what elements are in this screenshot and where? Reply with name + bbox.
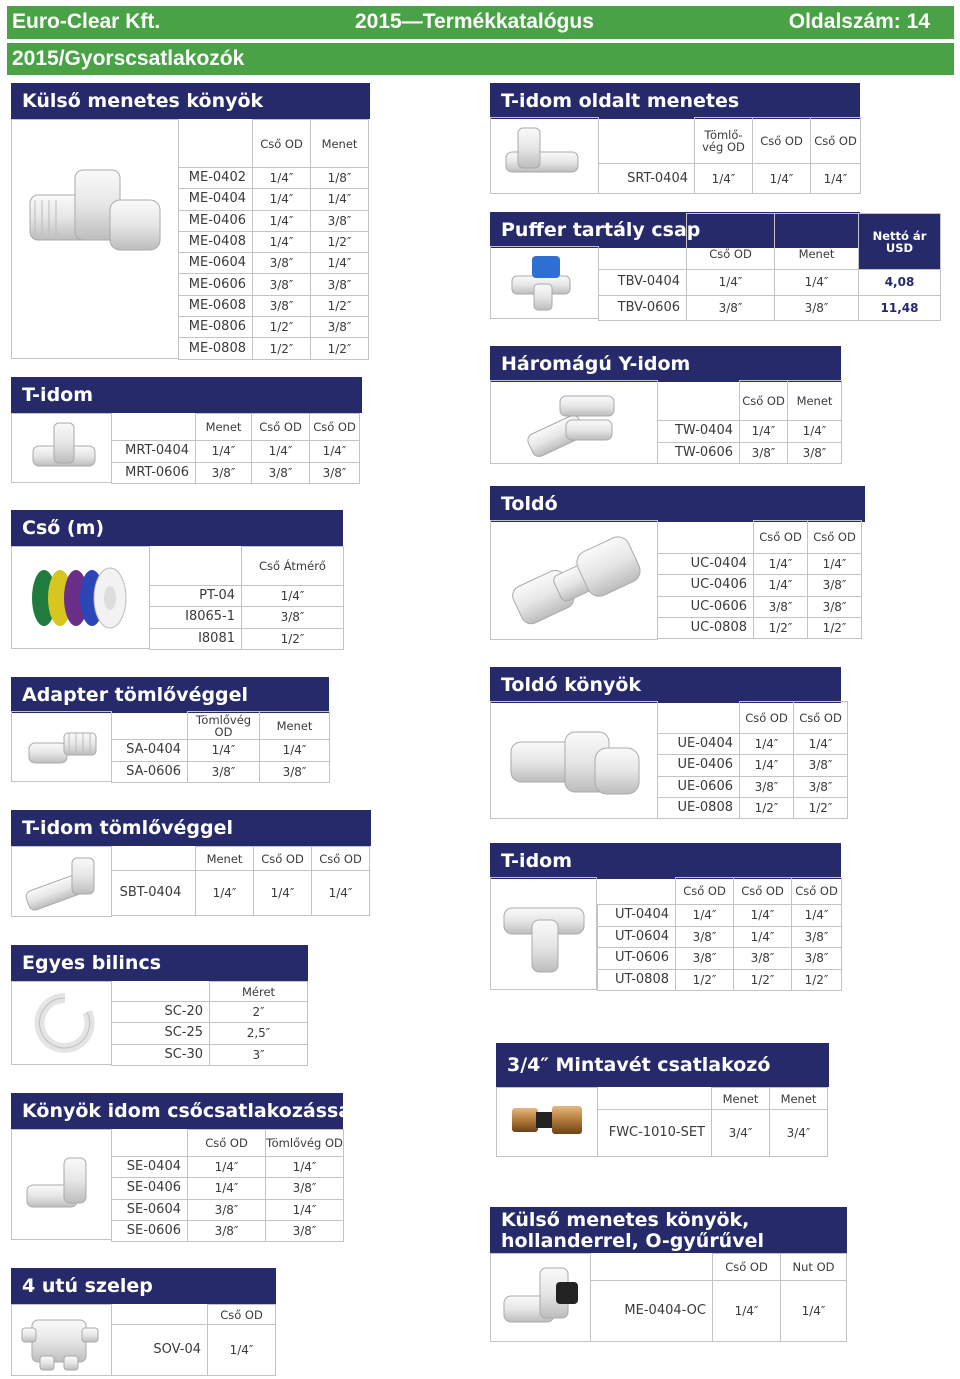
section-title: T-idom (11, 377, 362, 413)
table-row (179, 253, 369, 274)
cell-value: 3/8″ (808, 575, 862, 596)
section-title: Adapter tömlővéggel (11, 677, 329, 713)
cell-value: 3/8″ (311, 274, 369, 295)
product-code: UE-0404 (658, 734, 740, 755)
cell-value: 1/4″ (196, 871, 254, 916)
uc-table: Cső OD Cső OD UC-0404 1/4″ 1/4″ UC-0406 1/4″ 3/8″ UC-0606 3/8″ 3/8″ UC-0808 1/2″ 1/2″ (657, 520, 862, 639)
cell-value: 1/4″ (754, 575, 808, 596)
section-valve (11, 1268, 276, 1304)
product-code: SE-0406 (112, 1178, 188, 1199)
cell-value: 1/4″ (740, 734, 794, 755)
table-row (112, 1178, 344, 1199)
product-code: TBV-0606 (599, 295, 687, 321)
table-row (150, 628, 344, 649)
valve-icon (508, 250, 583, 314)
product-code: SE-0404 (112, 1157, 188, 1178)
cell-value: 1/8″ (311, 168, 369, 189)
product-code: TW-0606 (658, 442, 740, 464)
section-title: T-idom tömlővéggel (11, 810, 371, 846)
cell-value: 1/4″ (311, 189, 369, 210)
product-code: MRT-0404 (112, 441, 196, 463)
header-bar (7, 6, 954, 39)
cell-value: 1/4″ (312, 871, 370, 916)
product-code: FWC-1010-SET (598, 1110, 712, 1157)
cell-value: 2,5″ (210, 1023, 308, 1044)
section-title: 3/4″ Mintavét csatlakozó (496, 1043, 829, 1087)
section-title: Külső menetes könyök (11, 83, 370, 119)
product-code: I8081 (150, 628, 242, 649)
section-title: Cső (m) (11, 510, 343, 546)
valve-icon (20, 1308, 104, 1372)
product-code: UT-0606 (598, 948, 676, 970)
product-code: ME-0404 (179, 189, 253, 210)
table-row (112, 1023, 308, 1044)
ut-table: Cső OD Cső OD Cső OD UT-0404 1/4″ 1/4″ 1/4″ UT-0604 3/8″ 1/4″ 3/8″ UT-0606 3/8″ 3/8″ 3/8″ UT-0808 1/2″ 1/2″ 1/2″ (597, 877, 842, 991)
mrt-table: Menet Cső OD Cső OD MRT-0404 1/4″ 1/4″ 1/4″ MRT-0606 3/8″ 3/8″ 3/8″ (111, 413, 360, 484)
cell-value: 3/8″ (676, 926, 734, 948)
sc-table: Méret SC-20 2″ SC-25 2,5″ SC-30 3″ (111, 981, 308, 1066)
product-code: TW-0404 (658, 421, 740, 443)
table-row (658, 596, 862, 617)
cell-value: 3/8″ (775, 295, 859, 321)
cell-value: 1/4″ (740, 421, 788, 443)
cell-value: 1/4″ (252, 441, 310, 463)
section-title: Egyes bilincs (11, 945, 308, 981)
cell-value: 1/4″ (734, 905, 792, 927)
table-row (179, 210, 369, 231)
srt-table: Tömlő-vég OD Cső OD Cső OD SRT-0404 1/4″ 1/4″ 1/4″ (598, 117, 861, 194)
cell-value: 3/4″ (770, 1110, 828, 1157)
table-row (658, 442, 842, 464)
cell-value: 3/8″ (808, 596, 862, 617)
table-row (179, 189, 369, 210)
table-row (658, 554, 862, 575)
section-side-thread-tee (490, 83, 860, 119)
elbow-fitting-icon (22, 1150, 102, 1220)
cell-value: 1/4″ (196, 441, 252, 463)
tee-fitting-icon (500, 122, 590, 188)
cell-value: 1/2″ (311, 231, 369, 252)
table-row (658, 776, 848, 797)
table-row (599, 164, 861, 194)
cell-value: 3/8″ (740, 776, 794, 797)
table-row (179, 338, 369, 359)
catalog-title: 2015—Termékkatalógus (355, 10, 594, 33)
section-union (490, 486, 865, 522)
table-row (112, 761, 330, 783)
cell-value: 1/4″ (811, 164, 861, 194)
product-code: UE-0606 (658, 776, 740, 797)
table-row (658, 421, 842, 443)
table-row (179, 231, 369, 252)
table-row (179, 295, 369, 316)
tubing-rolls-icon (24, 556, 136, 640)
section-tee-hose (11, 810, 371, 846)
table-row (599, 295, 941, 321)
table-row (598, 948, 842, 970)
cell-value: 1/4″ (775, 270, 859, 296)
cell-value: 1/4″ (188, 740, 260, 762)
product-code: UC-0404 (658, 554, 754, 575)
cell-value: 1/4″ (788, 421, 842, 443)
cell-value: 1/4″ (208, 1325, 276, 1376)
section-title: T-idom oldalt menetes (490, 83, 860, 119)
table-row (658, 734, 848, 755)
cell-value: 2″ (210, 1002, 308, 1023)
table-row (658, 755, 848, 776)
table-row (150, 586, 344, 607)
cell-value: 3/8″ (260, 761, 330, 783)
product-code: ME-0608 (179, 295, 253, 316)
product-code: UT-0404 (598, 905, 676, 927)
cell-value: 3/8″ (734, 948, 792, 970)
section-title: Külső menetes könyök, hollanderrel, O-gyűrűvel (490, 1207, 847, 1253)
cell-value: 1/4″ (734, 926, 792, 948)
product-code: SA-0606 (112, 761, 188, 783)
cell-value: 1/4″ (311, 253, 369, 274)
cell-value: 3/8″ (792, 926, 842, 948)
cell-value: 3/8″ (311, 317, 369, 338)
tee-fitting-icon (500, 890, 590, 978)
cell-value: 1/2″ (740, 797, 794, 818)
cell-value: 1/4″ (188, 1157, 266, 1178)
product-code: SC-20 (112, 1002, 210, 1023)
cell-value: 3/8″ (266, 1220, 344, 1241)
table-row (598, 969, 842, 991)
table-row (179, 274, 369, 295)
cell-value: 3/8″ (788, 442, 842, 464)
cell-value: 1/4″ (242, 586, 344, 607)
meoc-table: Cső OD Nut OD ME-0404-OC 1/4″ 1/4″ (590, 1253, 847, 1342)
product-code: TBV-0404 (599, 270, 687, 296)
table-row (179, 317, 369, 338)
cell-value: 3/8″ (188, 1199, 266, 1220)
cell-value: 1/4″ (808, 554, 862, 575)
table-row (598, 926, 842, 948)
product-code: MRT-0606 (112, 462, 196, 484)
cell-value: 3/8″ (792, 948, 842, 970)
product-code: PT-04 (150, 586, 242, 607)
elbow-fitting-icon (500, 1262, 584, 1334)
section-union-elbow (490, 667, 841, 703)
table-row (658, 575, 862, 596)
cell-value: 3/8″ (252, 462, 310, 484)
product-code: ME-0406 (179, 210, 253, 231)
me-table: Cső OD Menet ME-0402 1/4″ 1/8″ ME-0404 1/4″ 1/4″ ME-0406 1/4″ 3/8″ ME-0408 1/4″ 1/2″ ME-0604 3/8″ 1/4″ ME-0606 3/8″ 3/8″ ME-0608 3/8″ 1/2″ ME-0806 1/2″ 3/8″ ME-0808 1/2″ 1/2″ (178, 119, 369, 360)
sa-table: Tömlővég OD Menet SA-0404 1/4″ 1/4″ SA-0606 3/8″ 3/8″ (111, 711, 330, 783)
cell-value: 3/8″ (676, 948, 734, 970)
section-title: Toldó könyök (490, 667, 841, 703)
cell-value: 1/4″ (188, 1178, 266, 1199)
section-clip (11, 945, 308, 981)
product-code: SA-0404 (112, 740, 188, 762)
cell-value: 1/2″ (253, 317, 311, 338)
sov-table: Cső OD SOV-04 1/4″ (111, 1304, 276, 1376)
cell-value: 1/2″ (242, 628, 344, 649)
table-row (112, 740, 330, 762)
cell-value: 1/2″ (311, 295, 369, 316)
product-code: UE-0808 (658, 797, 740, 818)
product-code: ME-0808 (179, 338, 253, 359)
product-code: I8065-1 (150, 607, 242, 628)
cell-value: 1/2″ (253, 338, 311, 359)
cso-table: Cső Átmérő PT-04 1/4″ I8065-1 3/8″ I8081 1/2″ (149, 546, 344, 650)
tee-fitting-icon (520, 384, 620, 460)
table-row (658, 617, 862, 638)
cell-value: 1/2″ (808, 617, 862, 638)
section-sampling-connector (496, 1043, 829, 1087)
cell-value: 1/4″ (695, 164, 753, 194)
clip-icon (30, 990, 100, 1056)
product-code: UC-0406 (658, 575, 754, 596)
product-code: SE-0606 (112, 1220, 188, 1241)
product-code: ME-0806 (179, 317, 253, 338)
table-row (112, 1325, 276, 1376)
cell-value: 3/8″ (740, 442, 788, 464)
cell-value: 3/8″ (253, 253, 311, 274)
product-code: UT-0604 (598, 926, 676, 948)
cell-value: 1/4″ (713, 1281, 781, 1342)
section-tee-ut (490, 843, 841, 879)
cell-value: 3/8″ (266, 1178, 344, 1199)
table-row (658, 797, 848, 818)
cell-value: 3″ (210, 1044, 308, 1065)
category-title: 2015/Gyorscsatlakozók (12, 47, 245, 70)
product-code: ME-0408 (179, 231, 253, 252)
sbt-table: Menet Cső OD Cső OD SBT-0404 1/4″ 1/4″ 1/4″ (111, 846, 370, 916)
product-code: UC-0606 (658, 596, 754, 617)
cell-value: 11,48 (859, 295, 941, 321)
table-row (112, 871, 370, 916)
company-name: Euro-Clear Kft. (12, 10, 161, 33)
cell-value: 1/2″ (792, 969, 842, 991)
category-bar (7, 43, 954, 75)
table-row (599, 270, 941, 296)
cell-value: 3/8″ (794, 776, 848, 797)
product-code: SBT-0404 (112, 871, 196, 916)
section-y-fitting (490, 346, 841, 382)
table-row (112, 462, 360, 484)
table-row (598, 1110, 828, 1157)
product-code: SOV-04 (112, 1325, 208, 1376)
cell-value: 1/4″ (266, 1199, 344, 1220)
table-row (591, 1281, 847, 1342)
section-title: 4 utú szelep (11, 1268, 276, 1304)
product-code: UT-0808 (598, 969, 676, 991)
cell-value: 1/4″ (676, 905, 734, 927)
cell-value: 3/8″ (687, 295, 775, 321)
table-row (112, 1002, 308, 1023)
adapter-icon (24, 718, 104, 776)
section-title: T-idom (490, 843, 841, 879)
product-code: ME-0604 (179, 253, 253, 274)
table-row (179, 168, 369, 189)
se-table: Cső OD Tömlővég OD SE-0404 1/4″ 1/4″ SE-0406 1/4″ 3/8″ SE-0604 3/8″ 1/4″ SE-0606 3/8″ 3/8″ (111, 1129, 344, 1242)
product-code: SE-0604 (112, 1199, 188, 1220)
cell-value: 1/4″ (253, 210, 311, 231)
cell-value: 4,08 (859, 270, 941, 296)
cell-value: 3/8″ (794, 755, 848, 776)
section-title: Puffer tartály csap (490, 212, 860, 248)
product-code: SC-30 (112, 1044, 210, 1065)
cell-value: 1/4″ (753, 164, 811, 194)
cell-value: 1/2″ (734, 969, 792, 991)
cell-value: 1/4″ (260, 740, 330, 762)
cell-value: 3/8″ (311, 210, 369, 231)
table-row (112, 1220, 344, 1241)
cell-value: 3/4″ (712, 1110, 770, 1157)
table-row (112, 1199, 344, 1220)
cell-value: 3/8″ (242, 607, 344, 628)
cell-value: 1/2″ (754, 617, 808, 638)
cell-value: 1/4″ (687, 270, 775, 296)
section-external-thread-elbow (11, 83, 370, 119)
cell-value: 3/8″ (310, 462, 360, 484)
cell-value: 1/4″ (754, 554, 808, 575)
tbv-table: Cső OD Menet Nettó ár USD TBV-0404 1/4″ 1/4″ 4,08 TBV-0606 3/8″ 3/8″ 11,48 (598, 213, 941, 321)
cell-value: 1/4″ (254, 871, 312, 916)
union-icon (505, 528, 645, 632)
cell-value: 1/4″ (253, 168, 311, 189)
cell-value: 1/4″ (253, 189, 311, 210)
price-header: Nettó ár USD (859, 214, 941, 270)
section-title: Könyök idom csőcsatlakozással (11, 1093, 343, 1129)
section-tubing (11, 510, 343, 546)
cell-value: 1/4″ (310, 441, 360, 463)
cell-value: 3/8″ (196, 462, 252, 484)
product-code: UE-0406 (658, 755, 740, 776)
cell-value: 3/8″ (754, 596, 808, 617)
tee-fitting-icon (28, 418, 103, 480)
table-row (112, 1157, 344, 1178)
section-tee-mrt (11, 377, 362, 413)
ue-table: Cső OD Cső OD UE-0404 1/4″ 1/4″ UE-0406 1/4″ 3/8″ UE-0606 3/8″ 3/8″ UE-0808 1/2″ 1/2″ (657, 701, 848, 819)
elbow-fitting-icon (20, 160, 170, 270)
cell-value: 3/8″ (188, 1220, 266, 1241)
table-row (598, 905, 842, 927)
product-code: ME-0606 (179, 274, 253, 295)
cell-value: 1/2″ (676, 969, 734, 991)
table-row (150, 607, 344, 628)
product-code: SRT-0404 (599, 164, 695, 194)
product-code: ME-0404-OC (591, 1281, 713, 1342)
cell-value: 1/2″ (311, 338, 369, 359)
cell-value: 3/8″ (253, 295, 311, 316)
product-code: SC-25 (112, 1023, 210, 1044)
section-title: Háromágú Y-idom (490, 346, 841, 382)
cell-value: 3/8″ (253, 274, 311, 295)
cell-value: 3/8″ (188, 761, 260, 783)
cell-value: 1/4″ (740, 755, 794, 776)
page-number: Oldalszám: 14 (788, 10, 930, 33)
cell-value: 1/4″ (253, 231, 311, 252)
fwc-table: Menet Menet FWC-1010-SET 3/4″ 3/4″ (597, 1087, 828, 1157)
table-row (112, 441, 360, 463)
brass-connector-icon (508, 1096, 588, 1144)
cell-value: 1/4″ (792, 905, 842, 927)
table-row (112, 1044, 308, 1065)
cell-value: 1/4″ (794, 734, 848, 755)
cell-value: 1/4″ (266, 1157, 344, 1178)
product-code: ME-0402 (179, 168, 253, 189)
cell-value: 1/4″ (781, 1281, 847, 1342)
section-elbow-oring (490, 1207, 847, 1253)
section-elbow-tube (11, 1093, 358, 1129)
section-adapter (11, 677, 329, 713)
section-title: Toldó (490, 486, 865, 522)
tee-fitting-icon (22, 852, 104, 912)
cell-value: 1/2″ (794, 797, 848, 818)
product-code: UC-0808 (658, 617, 754, 638)
tw-table: Cső OD Menet TW-0404 1/4″ 1/4″ TW-0606 3/8″ 3/8″ (657, 380, 842, 464)
elbow-fitting-icon (505, 712, 645, 808)
